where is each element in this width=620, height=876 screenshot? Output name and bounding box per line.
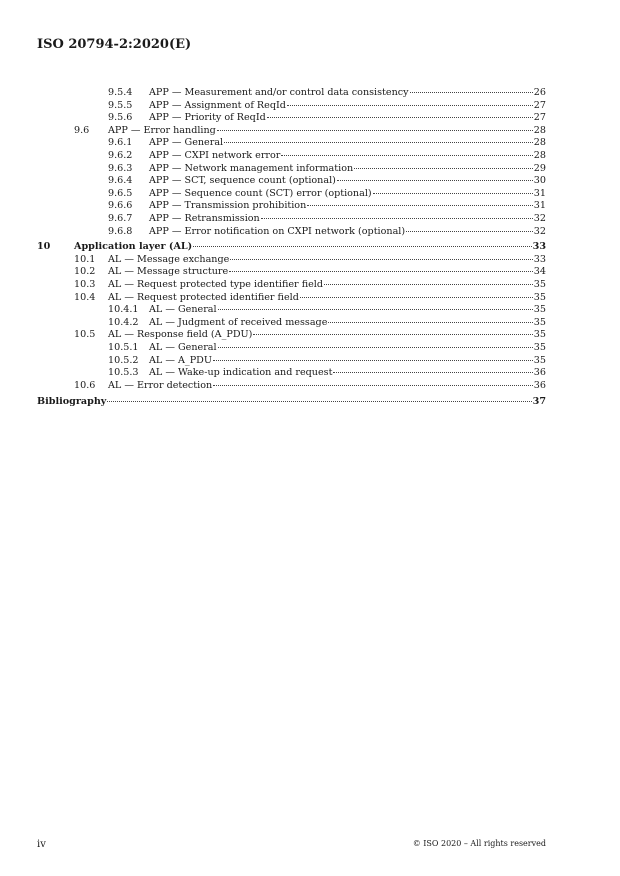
toc-leader-dots (406, 231, 533, 232)
toc-entry-page: 35 (533, 304, 546, 316)
toc-entry-title: APP — Priority of ReqId (149, 112, 266, 124)
toc-entry-page: 35 (533, 279, 546, 290)
toc-entry-title: APP — Assignment of ReqId (149, 99, 286, 111)
toc-entry-number: 10.4.1 (108, 304, 139, 316)
toc-entry[interactable] (0, 125, 620, 137)
toc-entry-number: 10.5.2 (108, 354, 139, 366)
toc-entry-title: AL — Message exchange (108, 253, 230, 265)
toc-entry[interactable] (0, 188, 620, 200)
toc-entry-title: AL — Message structure (108, 266, 229, 278)
toc-entry-title: APP — Transmission prohibition (149, 200, 307, 212)
toc-entry-page: 37 (532, 396, 546, 408)
toc-leader-dots (300, 297, 533, 298)
toc-entry[interactable] (0, 226, 620, 238)
toc-entry[interactable] (0, 380, 620, 392)
toc-entry-page: 36 (533, 367, 546, 379)
page-number: iv (37, 839, 46, 850)
toc-entry[interactable] (0, 367, 620, 379)
toc-entry-page: 26 (533, 87, 546, 98)
toc-entry-page: 35 (533, 329, 546, 341)
toc-entry-page: 27 (533, 112, 546, 124)
toc-entry-page: 31 (533, 187, 546, 199)
toc-entry-title: AL — Request protected identifier field (108, 291, 299, 303)
toc-entry-number: 10 (37, 241, 51, 253)
toc-entry-number: 10.5.1 (108, 342, 139, 353)
toc-entry-title: AL — General (149, 304, 217, 316)
toc-entry-number: 9.6.6 (108, 200, 133, 212)
toc-entry-number: 9.6.1 (108, 137, 133, 149)
toc-entry-number: 9.6.4 (108, 175, 133, 187)
toc-entry-number: 9.6 (74, 124, 90, 136)
toc-entry-number: 10.2 (74, 266, 96, 278)
toc-entry-title: AL — Request protected type identifier field (108, 279, 323, 290)
toc-entry[interactable] (0, 317, 620, 329)
toc-entry-title: APP — Network management information (149, 162, 354, 174)
toc-entry-page: 27 (533, 99, 546, 111)
toc-entry-number: 10.3 (74, 279, 96, 290)
toc-entry[interactable] (0, 241, 620, 253)
toc-entry-number: 9.6.8 (108, 225, 133, 237)
toc-entry-number: 9.5.4 (108, 87, 133, 98)
toc-entry[interactable] (0, 396, 620, 408)
toc-entry-number: 10.4 (74, 291, 96, 303)
toc-leader-dots (213, 385, 533, 386)
toc-entry-title: Application layer (AL) (74, 241, 193, 253)
toc-leader-dots (337, 180, 533, 181)
toc-entry[interactable] (0, 150, 620, 162)
toc-entry-number: 10.4.2 (108, 316, 139, 328)
toc-entry-title: AL — General (149, 342, 217, 353)
toc-entry-number: 9.6.2 (108, 150, 133, 161)
toc-leader-dots (107, 401, 531, 402)
toc-leader-dots (218, 347, 533, 348)
toc-entry-title: APP — Sequence count (SCT) error (optional) (149, 187, 372, 199)
toc-entry[interactable] (0, 100, 620, 112)
toc-entry-number: 9.6.5 (108, 187, 133, 199)
toc-leader-dots (324, 284, 533, 285)
toc-entry[interactable] (0, 342, 620, 354)
toc-entry[interactable] (0, 254, 620, 266)
toc-entry[interactable] (0, 87, 620, 99)
toc-leader-dots (261, 218, 533, 219)
toc-entry-page: 32 (533, 213, 546, 224)
toc-entry-page: 35 (533, 354, 546, 366)
toc-leader-dots (287, 105, 533, 106)
toc-entry[interactable] (0, 112, 620, 124)
toc-entry-title: APP — SCT, sequence count (optional) (149, 175, 336, 187)
toc-entry-title: AL — Judgment of received message (149, 316, 328, 328)
document-id-header: ISO 20794-2:2020(E) (37, 37, 192, 52)
toc-entry[interactable] (0, 163, 620, 175)
toc-entry-title: APP — Retransmission (149, 213, 260, 224)
toc-entry-page: 36 (533, 379, 546, 391)
toc-leader-dots (230, 259, 532, 260)
toc-leader-dots (354, 168, 533, 169)
toc-entry-page: 30 (533, 175, 546, 187)
toc-leader-dots (267, 117, 533, 118)
toc-entry-number: 10.6 (74, 379, 96, 391)
toc-leader-dots (281, 155, 532, 156)
toc-leader-dots (193, 246, 531, 247)
toc-entry-page: 35 (533, 316, 546, 328)
toc-entry-page: 34 (533, 266, 546, 278)
toc-leader-dots (373, 193, 533, 194)
toc-entry-number: 10.5 (74, 329, 96, 341)
toc-entry-page: 28 (533, 150, 546, 161)
toc-entry[interactable] (0, 175, 620, 187)
toc-leader-dots (224, 142, 533, 143)
toc-entry-title: AL — A_PDU (149, 354, 212, 366)
toc-entry[interactable] (0, 266, 620, 278)
toc-entry-number: 9.6.3 (108, 162, 133, 174)
toc-leader-dots (218, 309, 533, 310)
toc-entry-page: 29 (533, 162, 546, 174)
toc-entry-title: APP — Error notification on CXPI network (optional) (149, 225, 406, 237)
toc-entry-page: 32 (533, 225, 546, 237)
toc-entry-number: 9.5.6 (108, 112, 133, 124)
toc-entry-page: 33 (533, 253, 546, 265)
toc-entry-title: Bibliography (37, 396, 107, 408)
toc-entry-title: AL — Response field (A_PDU) (108, 329, 253, 341)
toc-entry-number: 10.5.3 (108, 367, 139, 379)
toc-leader-dots (229, 271, 533, 272)
toc-entry-title: APP — Error handling (108, 124, 216, 136)
toc-entry[interactable] (0, 279, 620, 291)
toc-entry-title: AL — Wake-up indication and request (149, 367, 333, 379)
toc-leader-dots (217, 130, 533, 131)
toc-entry[interactable] (0, 213, 620, 225)
toc-entry-page: 33 (532, 241, 546, 253)
toc-entry-page: 28 (533, 137, 546, 149)
toc-entry-number: 9.5.5 (108, 99, 133, 111)
toc-entry-page: 28 (533, 124, 546, 136)
toc-leader-dots (410, 92, 533, 93)
toc-leader-dots (307, 205, 533, 206)
toc-entry[interactable] (0, 200, 620, 212)
toc-entry[interactable] (0, 355, 620, 367)
toc-entry-title: APP — Measurement and/or control data consistency (149, 87, 409, 98)
toc-leader-dots (213, 360, 533, 361)
toc-entry-title: APP — CXPI network error (149, 150, 281, 161)
toc-entry[interactable] (0, 292, 620, 304)
toc-entry-title: AL — Error detection (108, 379, 213, 391)
toc-entry-number: 10.1 (74, 253, 96, 265)
toc-entry-title: APP — General (149, 137, 224, 149)
toc-entry[interactable] (0, 137, 620, 149)
toc-leader-dots (333, 372, 532, 373)
toc-entry[interactable] (0, 304, 620, 316)
toc-entry-page: 35 (533, 342, 546, 353)
toc-entry-number: 9.6.7 (108, 213, 133, 224)
toc-leader-dots (253, 334, 532, 335)
toc-entry-page: 35 (533, 291, 546, 303)
copyright-notice: © ISO 2020 – All rights reserved (412, 839, 546, 848)
toc-entry[interactable] (0, 329, 620, 341)
toc-leader-dots (328, 322, 532, 323)
toc-entry-page: 31 (533, 200, 546, 212)
